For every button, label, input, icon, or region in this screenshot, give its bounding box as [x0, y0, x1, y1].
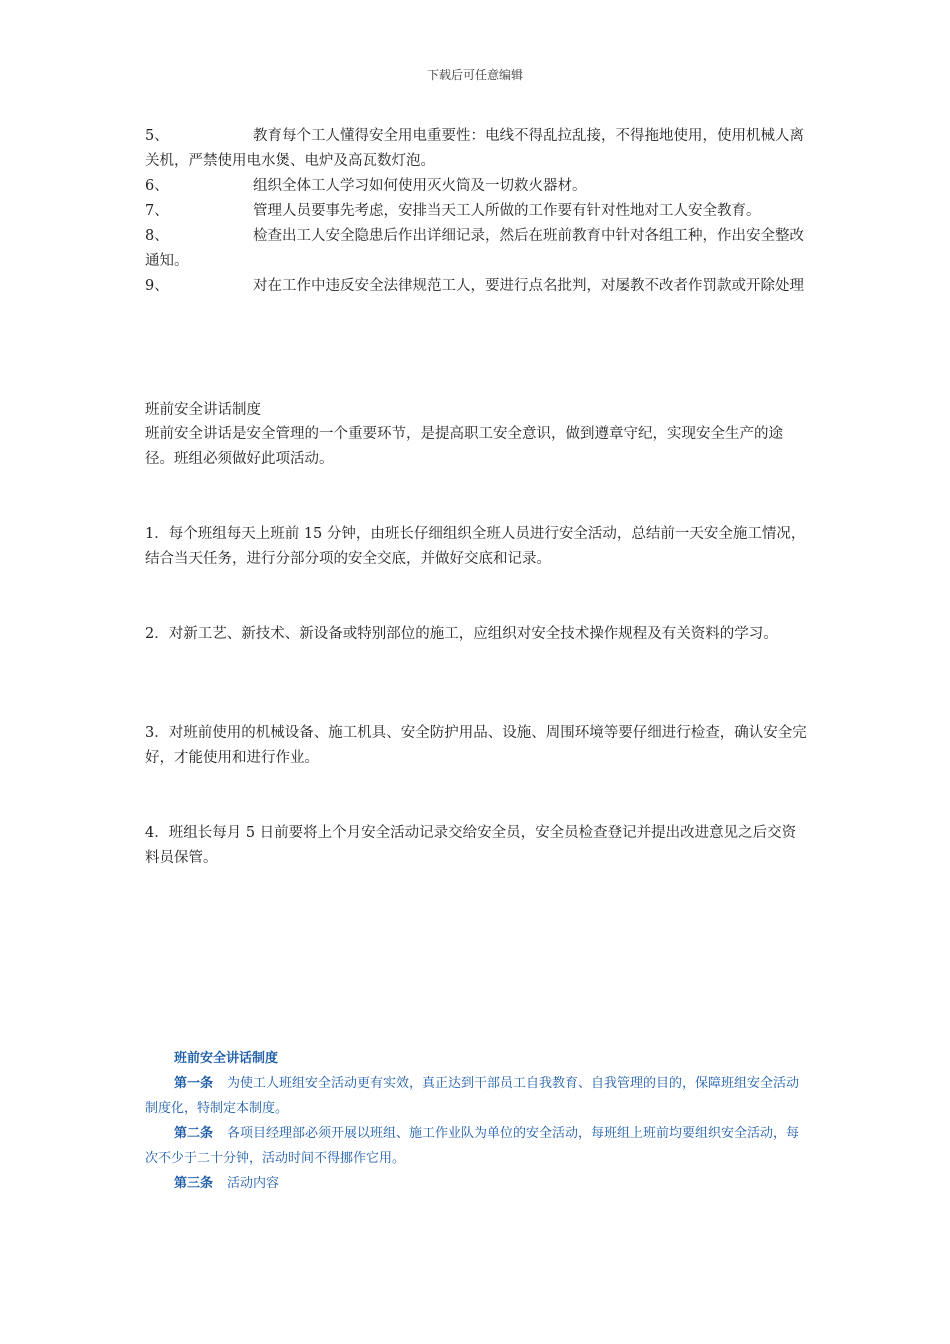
item-number: 7、: [145, 203, 169, 219]
article-label: 第三条: [174, 1176, 214, 1191]
section-title: 班前安全讲话制度: [145, 402, 261, 418]
list-item: [145, 199, 807, 224]
article-label: 第二条: [174, 1126, 214, 1141]
page-header: 下载后可任意编辑: [426, 68, 523, 82]
item-number: 9、: [145, 278, 169, 294]
list-item: [145, 174, 807, 199]
item-text: 检查出工人安全隐患后作出详细记录，然后在班前教育中针对各组工种，作出安全整改通知。: [145, 228, 804, 269]
article-paragraph: [145, 1071, 807, 1121]
item-number: 8、: [145, 228, 169, 244]
list-item: [145, 274, 807, 299]
rule-paragraph: 2．对新工艺、新技术、新设备或特别部位的施工，应组织对安全技术操作规程及有关资料的学习。: [145, 626, 778, 642]
item-text: 对在工作中违反安全法律规范工人，要进行点名批判，对屡教不改者作罚款或开除处理: [253, 278, 804, 294]
item-text: 组织全体工人学习如何使用灭火筒及一切救火器材。: [253, 178, 587, 194]
article-label: 第一条: [174, 1076, 214, 1091]
section-intro: 班前安全讲话是安全管理的一个重要环节，是提高职工安全意识，做到遵章守纪，实现安全生产的途径。班组必须做好此项活动。: [145, 426, 783, 467]
article-text: 为使工人班组安全活动更有实效，真正达到干部员工自我教育、自我管理的目的，保障班组安全活动制度化，特制定本制度。: [145, 1076, 800, 1116]
item-number: 5、: [145, 128, 169, 144]
article-text: 活动内容: [227, 1176, 280, 1191]
article-text: 各项目经理部必须开展以班组、施工作业队为单位的安全活动，每班组上班前均要组织安全活动，每次不少于二十分钟，活动时间不得挪作它用。: [145, 1126, 800, 1166]
item-text: 管理人员要事先考虑，安排当天工人所做的工作要有针对性地对工人安全教育。: [253, 203, 761, 219]
numbered-list: [145, 124, 807, 299]
article-paragraph: [145, 1171, 807, 1196]
list-item: [145, 124, 807, 174]
article-paragraph: [145, 1121, 807, 1171]
rule-paragraph: 3．对班前使用的机械设备、施工机具、安全防护用品、设施、周围环境等要仔细进行检查，确认安全完好，才能使用和进行作业。: [145, 725, 807, 766]
blue-section-title: 班前安全讲话制度: [174, 1051, 279, 1066]
list-item: [145, 224, 807, 274]
rule-paragraph: 1．每个班组每天上班前 15 分钟，由班长仔细组织全班人员进行安全活动，总结前一天安全施工情况，结合当天任务，进行分部分项的安全交底，并做好交底和记录。: [145, 526, 806, 567]
rule-paragraph: 4．班组长每月 5 日前要将上个月安全活动记录交给安全员，安全员检查登记并提出改进意见之后交资料员保管。: [145, 825, 797, 866]
item-text: 教育每个工人懂得安全用电重要性：电线不得乱拉乱接，不得拖地使用，使用机械人离关机，严禁使用电水煲、电炉及高瓦数灯泡。: [145, 128, 804, 169]
item-number: 6、: [145, 178, 169, 194]
